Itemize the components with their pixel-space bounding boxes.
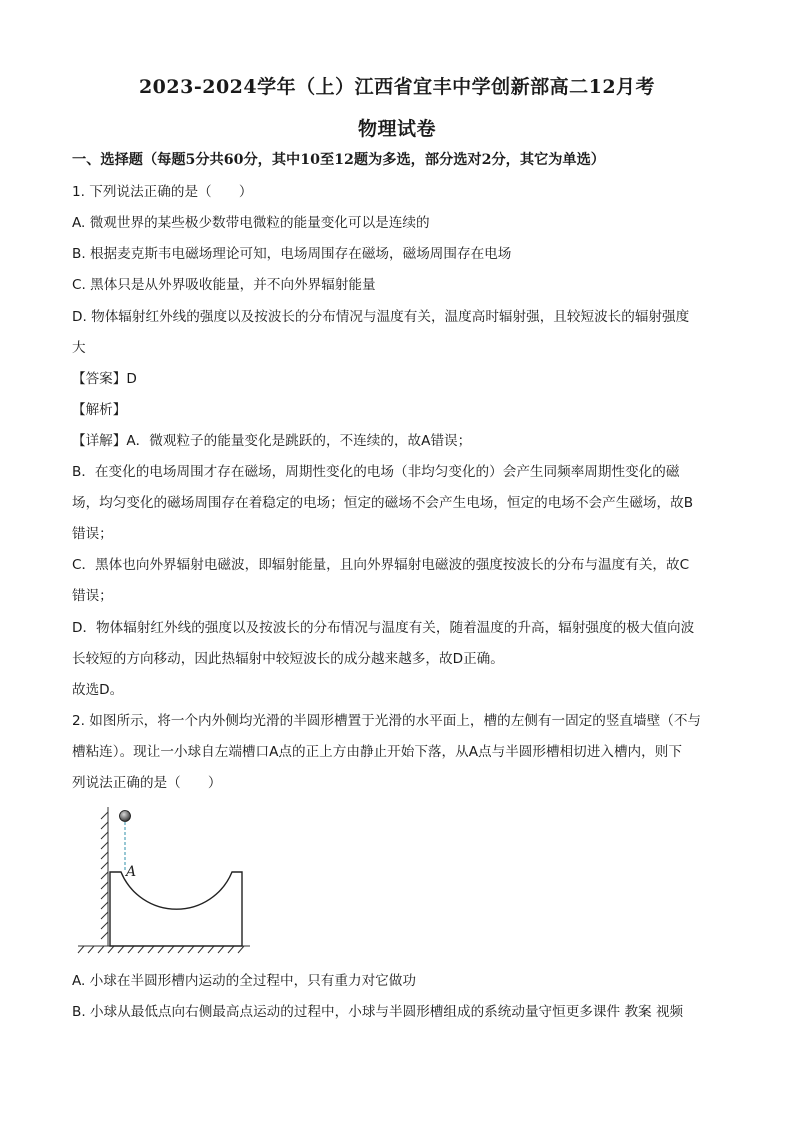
q1-answer: 【答案】D (72, 371, 137, 387)
q1-explanation-4: 错误； (72, 526, 113, 542)
q1-option-d-cont: 大 (72, 340, 86, 356)
half-groove-figure (70, 804, 260, 959)
q1-explanation-8: 长较短的方向移动，因此热辐射中较短波长的成分越来越多，故D正确。 (72, 651, 504, 667)
q1-option-b: B. 根据麦克斯韦电磁场理论可知，电场周围存在磁场，磁场周围存在电场 (72, 246, 512, 262)
q2-option-b: B. 小球从最低点向右侧最高点运动的过程中，小球与半圆形槽组成的系统动量守恒更多课件 教案 视频 (72, 1004, 684, 1020)
q1-stem: 1. 下列说法正确的是（ ） (72, 184, 253, 200)
q1-option-d: D. 物体辐射红外线的强度以及按波长的分布情况与温度有关，温度高时辐射强，且较短波长的辐射强度 (72, 309, 690, 325)
q1-explanation-6: 错误； (72, 588, 113, 604)
q2-stem-3: 列说法正确的是（ ） (72, 775, 222, 791)
q1-analysis-label: 【解析】 (72, 402, 127, 418)
q1-explanation-9: 故选D。 (72, 682, 124, 698)
q1-option-a: A. 微观世界的某些极少数带电微粒的能量变化可以是连续的 (72, 215, 430, 231)
q1-explanation-1: 【详解】A．微观粒子的能量变化是跳跃的，不连续的，故A错误； (72, 433, 472, 449)
q2-option-a: A. 小球在半圆形槽内运动的全过程中，只有重力对它做功 (72, 973, 416, 989)
half-groove (110, 872, 242, 946)
q1-explanation-5: C．黑体也向外界辐射电磁波，即辐射能量，且向外界辐射电磁波的强度按波长的分布与温度有关，故C (72, 557, 690, 573)
exam-subtitle: 物理试卷 (357, 118, 436, 140)
q2-stem-2: 槽粘连）。现让一小球自左端槽口A点的正上方由静止开始下落，从A点与半圆形槽相切进入槽内，则下 (72, 744, 682, 760)
wall-hatching (101, 807, 108, 946)
q1-explanation-3: 场，均匀变化的磁场周围存在着稳定的电场；恒定的磁场不会产生电场，恒定的电场不会产生磁场，故B (72, 495, 694, 511)
exam-title: 2023-2024学年（上）江西省宜丰中学创新部高二12月考 (138, 76, 656, 98)
q1-explanation-2: B．在变化的电场周围才存在磁场，周期性变化的电场（非均匀变化的）会产生同频率周期性变化的磁 (72, 464, 680, 480)
floor-hatching (78, 946, 250, 953)
q1-explanation-7: D．物体辐射红外线的强度以及按波长的分布情况与温度有关，随着温度的升高，辐射强度的极大值向波 (72, 620, 695, 636)
q1-option-c: C. 黑体只是从外界吸收能量，并不向外界辐射能量 (72, 277, 376, 293)
section-heading: 一、选择题（每题5分共60分，其中10至12题为多选，部分选对2分，其它为单选） (72, 152, 605, 168)
q2-stem-1: 2. 如图所示，将一个内外侧均光滑的半圆形槽置于光滑的水平面上，槽的左侧有一固定的竖直墙壁（不与 (72, 713, 702, 729)
point-a-label: A (126, 864, 137, 880)
ball (120, 811, 131, 822)
